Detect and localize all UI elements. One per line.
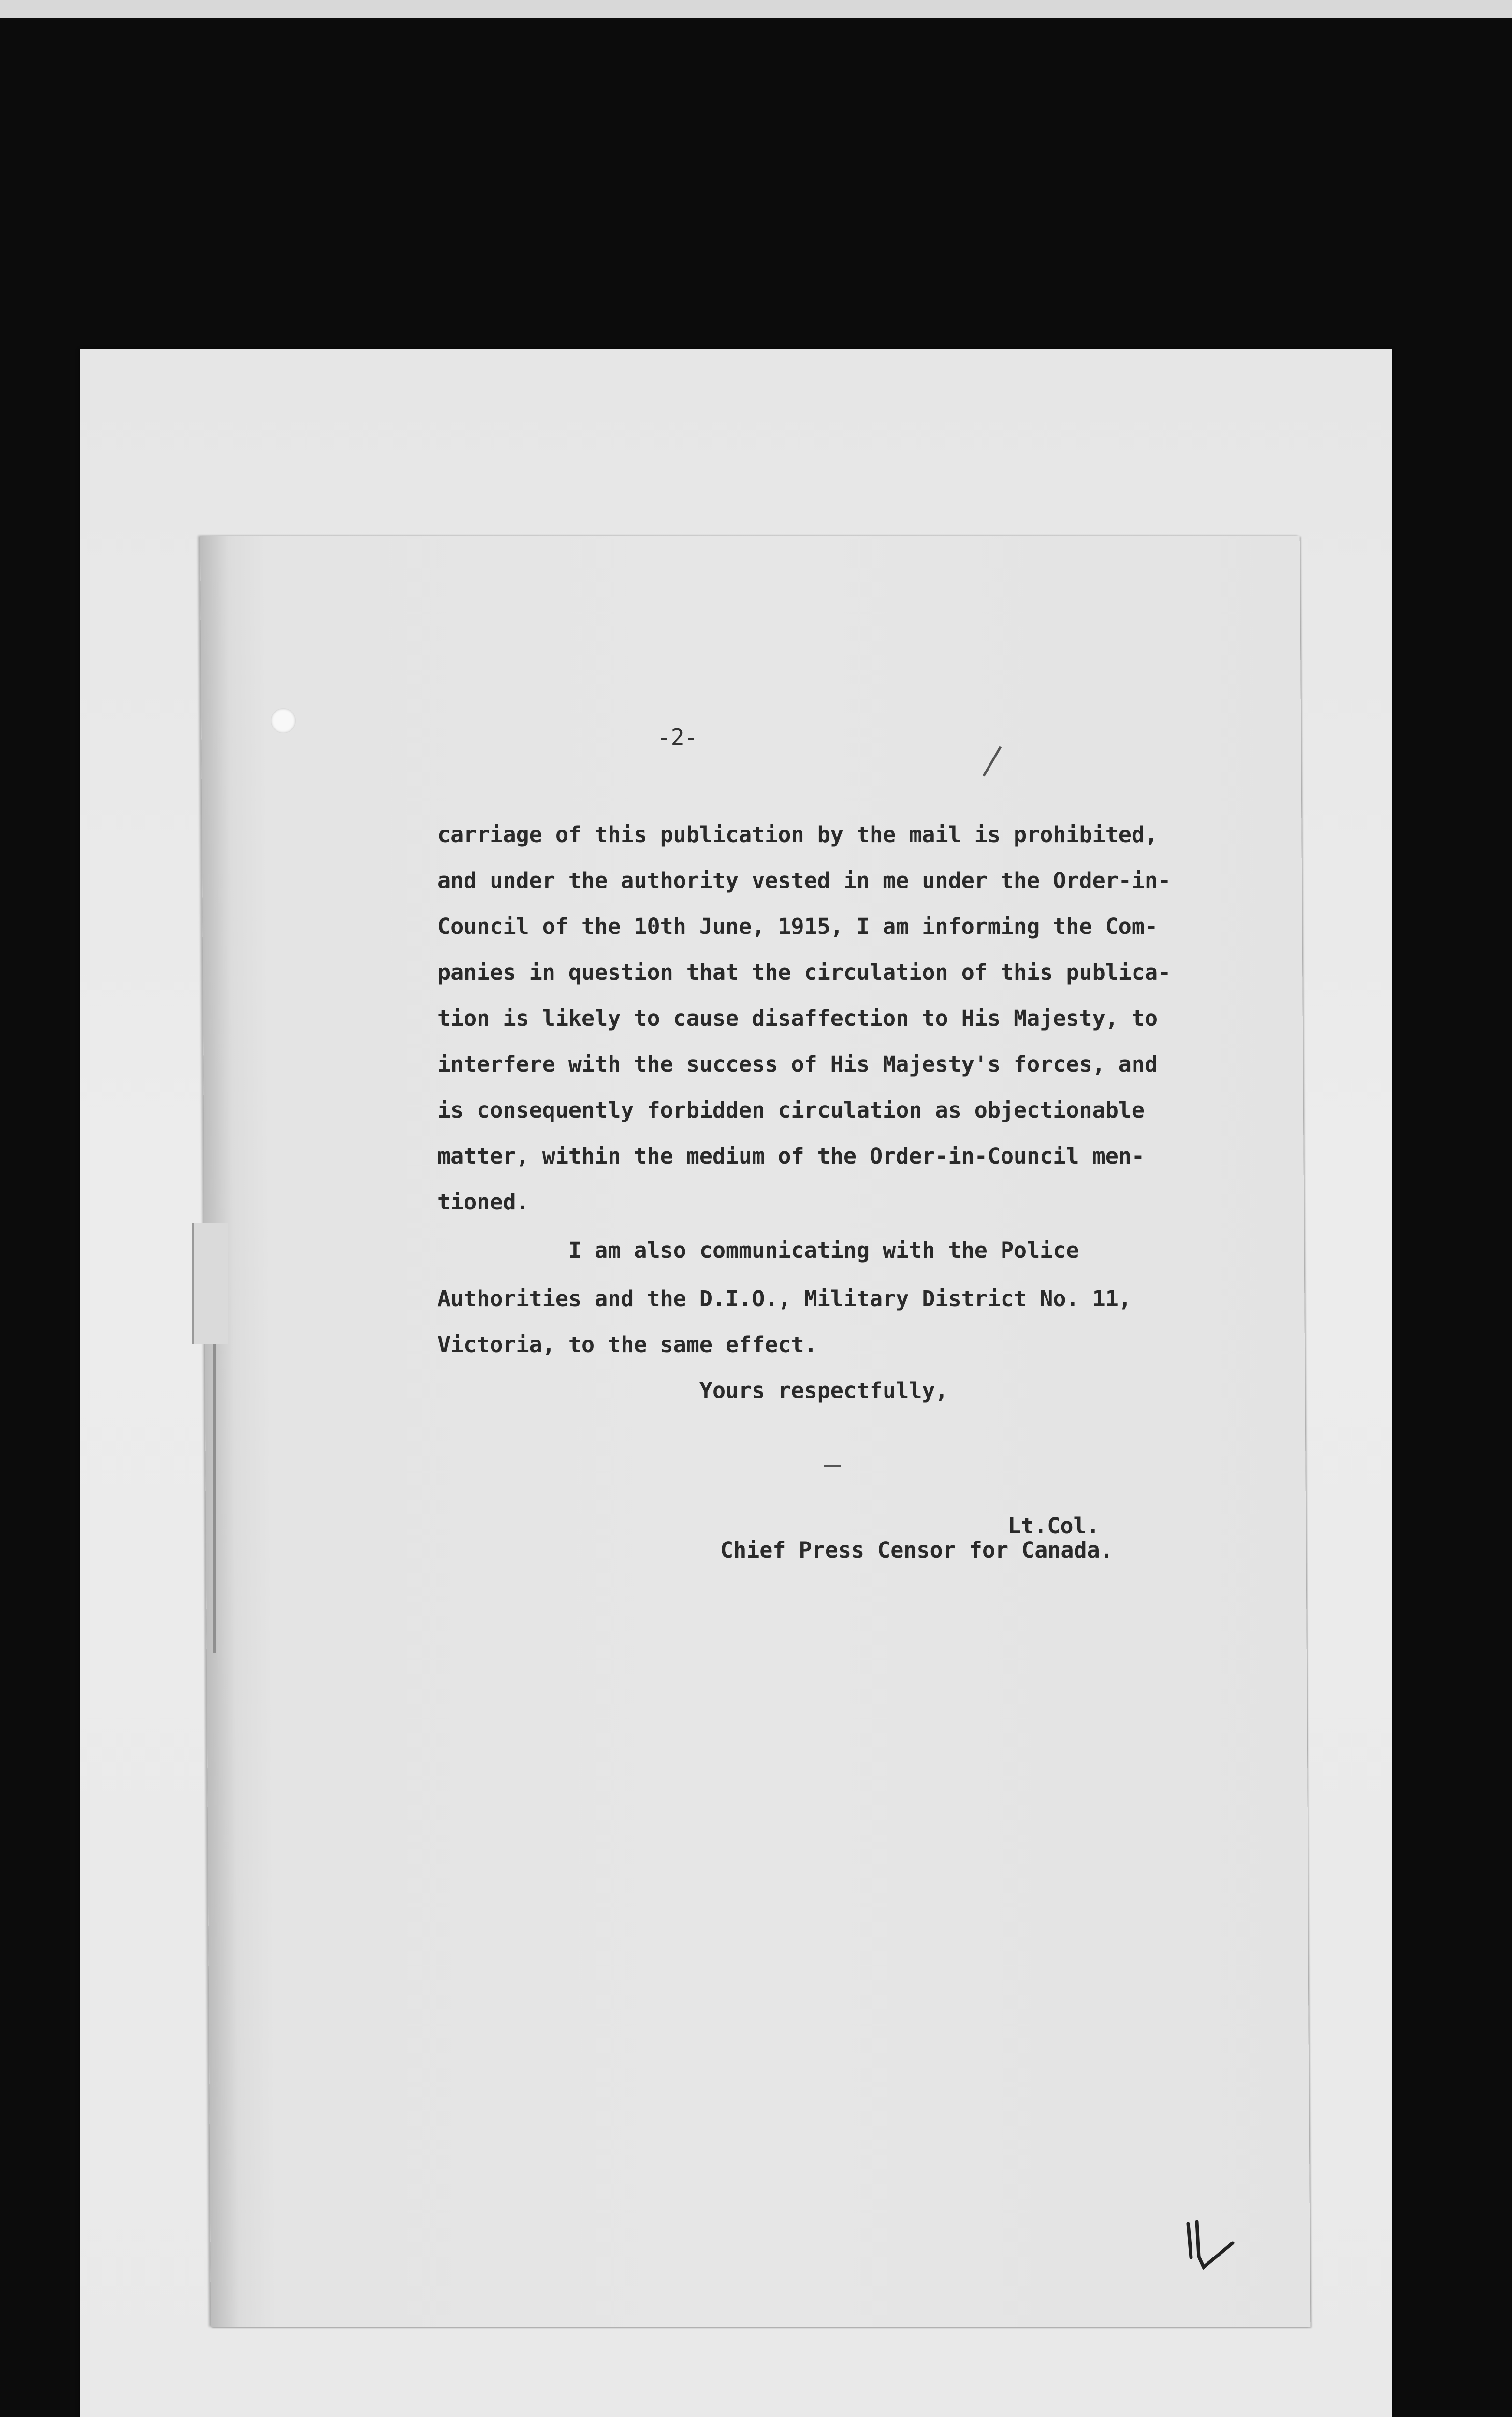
- punch-hole: [271, 708, 296, 733]
- letter-line: I am also communicating with the Police: [437, 1238, 1079, 1263]
- letter-page: [200, 536, 1311, 2327]
- letter-line: tioned.: [437, 1189, 529, 1215]
- page-number: -2-: [657, 724, 698, 750]
- torn-paper-crease: [213, 1344, 225, 1653]
- torn-paper-edge: [192, 1223, 228, 1344]
- letter-line: interfere with the success of His Majesty's forces, and: [437, 1051, 1158, 1077]
- pencil-mark: [824, 1465, 841, 1467]
- closing-line: Yours respectfully,: [437, 1378, 948, 1403]
- letter-line: Authorities and the D.I.O., Military District No. 11,: [437, 1286, 1132, 1311]
- handwritten-check-mark: [1184, 2219, 1237, 2277]
- letter-line: carriage of this publication by the mail is prohibited,: [437, 822, 1158, 847]
- letter-line: matter, within the medium of the Order-in-Council men-: [437, 1143, 1145, 1169]
- signature-rank: Lt.Col.: [1008, 1513, 1100, 1539]
- signature-title: Chief Press Censor for Canada.: [720, 1537, 1113, 1563]
- letter-line: Victoria, to the same effect.: [437, 1332, 817, 1357]
- letter-line: is consequently forbidden circulation as objectionable: [437, 1097, 1145, 1123]
- letter-line: tion is likely to cause disaffection to His Majesty, to: [437, 1005, 1158, 1031]
- letter-line: Council of the 10th June, 1915, I am informing the Com-: [437, 914, 1158, 939]
- film-top-edge: [0, 0, 1512, 18]
- letter-line: and under the authority vested in me under the Order-in-: [437, 868, 1171, 893]
- letter-line: panies in question that the circulation of this publica-: [437, 960, 1171, 985]
